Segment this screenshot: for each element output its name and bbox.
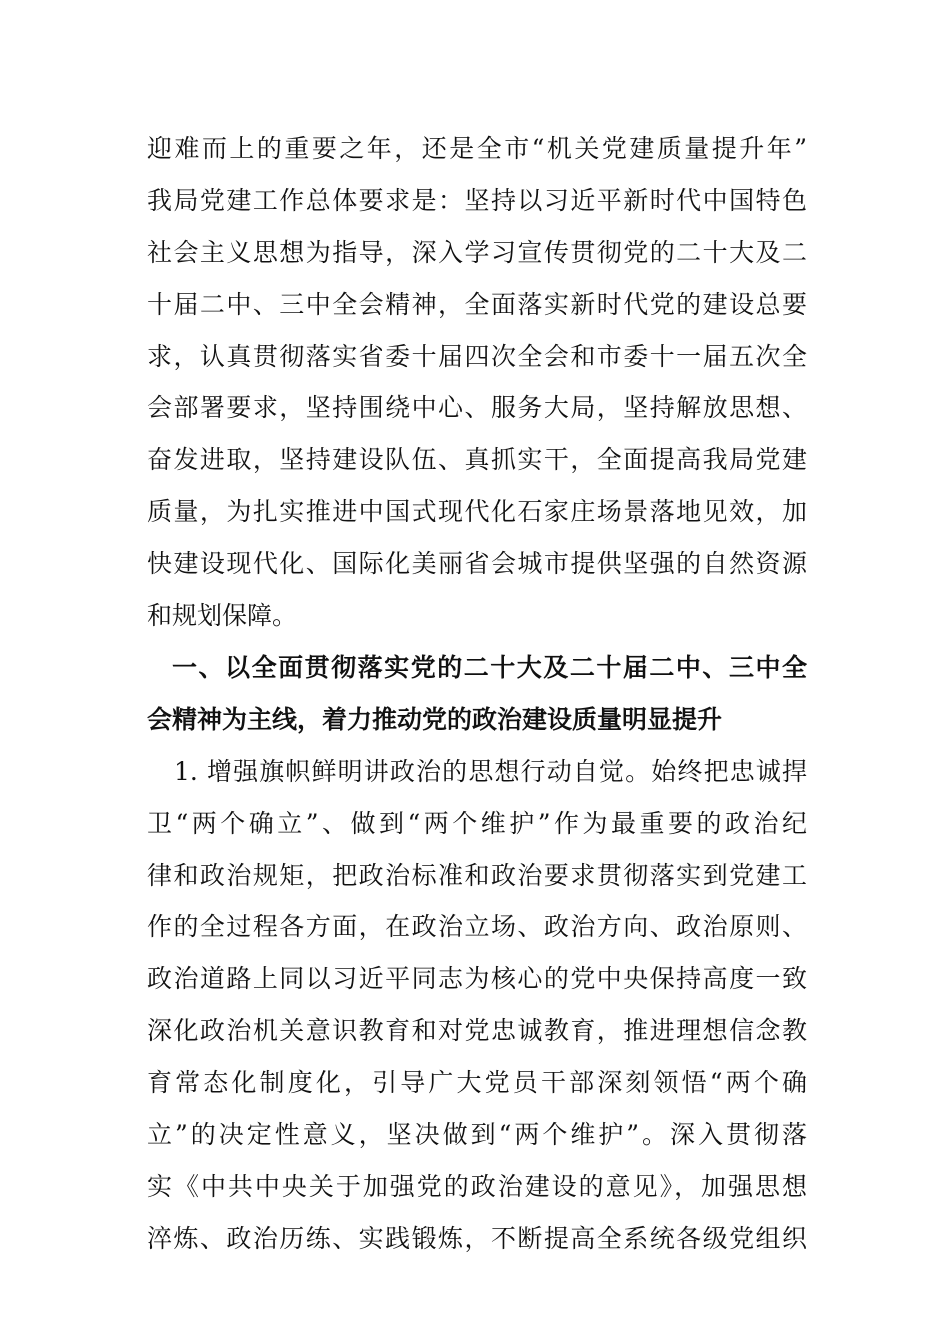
body-text-line: 会部署要求，坚持围绕中心、服务大局，坚持解放思想、 (147, 393, 807, 422)
body-text-line: 快建设现代化、国际化美丽省会城市提供坚强的自然资源 (147, 549, 807, 578)
body-text-line: 迎难而上的重要之年，还是全市“机关党建质量提升年” (147, 134, 807, 163)
body-text-line: 和规划保障。 (147, 601, 298, 630)
body-text-line: 社会主义思想为指导，深入学习宣传贯彻党的二十大及二 (147, 238, 807, 267)
body-text-line: 律和政治规矩，把政治标准和政治要求贯彻落实到党建工 (147, 861, 807, 890)
body-text-line: 实《中共中央关于加强党的政治建设的意见》，加强思想 (147, 1172, 807, 1201)
body-text-line: 十届二中、三中全会精神，全面落实新时代党的建设总要 (147, 290, 807, 319)
body-text-line: 我局党建工作总体要求是：坚持以习近平新时代中国特色 (147, 186, 807, 215)
body-text-line: 深化政治机关意识教育和对党忠诚教育，推进理想信念教 (147, 1016, 807, 1045)
body-text-line: 立”的决定性意义，坚决做到“两个维护”。深入贯彻落 (147, 1120, 807, 1149)
body-text-line: 质量，为扎实推进中国式现代化石家庄场景落地见效，加 (147, 497, 807, 526)
body-text-line: 政治道路上同以习近平同志为核心的党中央保持高度一致 (147, 964, 807, 993)
section-heading: 一、以全面贯彻落实党的二十大及二十届二中、三中全 (172, 653, 807, 682)
body-text-line: 1. 增强旗帜鲜明讲政治的思想行动自觉。始终把忠诚捍 (174, 757, 807, 786)
body-text-line: 奋发进取，坚持建设队伍、真抓实干，全面提高我局党建 (147, 445, 807, 474)
section-heading: 会精神为主线，着力推动党的政治建设质量明显提升 (147, 705, 723, 734)
body-text-line: 作的全过程各方面，在政治立场、政治方向、政治原则、 (147, 912, 807, 941)
body-text-line: 卫“两个确立”、做到“两个维护”作为最重要的政治纪 (147, 809, 807, 838)
body-text-line: 育常态化制度化，引导广大党员干部深刻领悟“两个确 (147, 1068, 807, 1097)
body-text-line: 淬炼、政治历练、实践锻炼，不断提高全系统各级党组织 (147, 1224, 807, 1253)
body-text-line: 求，认真贯彻落实省委十届四次全会和市委十一届五次全 (147, 342, 807, 371)
